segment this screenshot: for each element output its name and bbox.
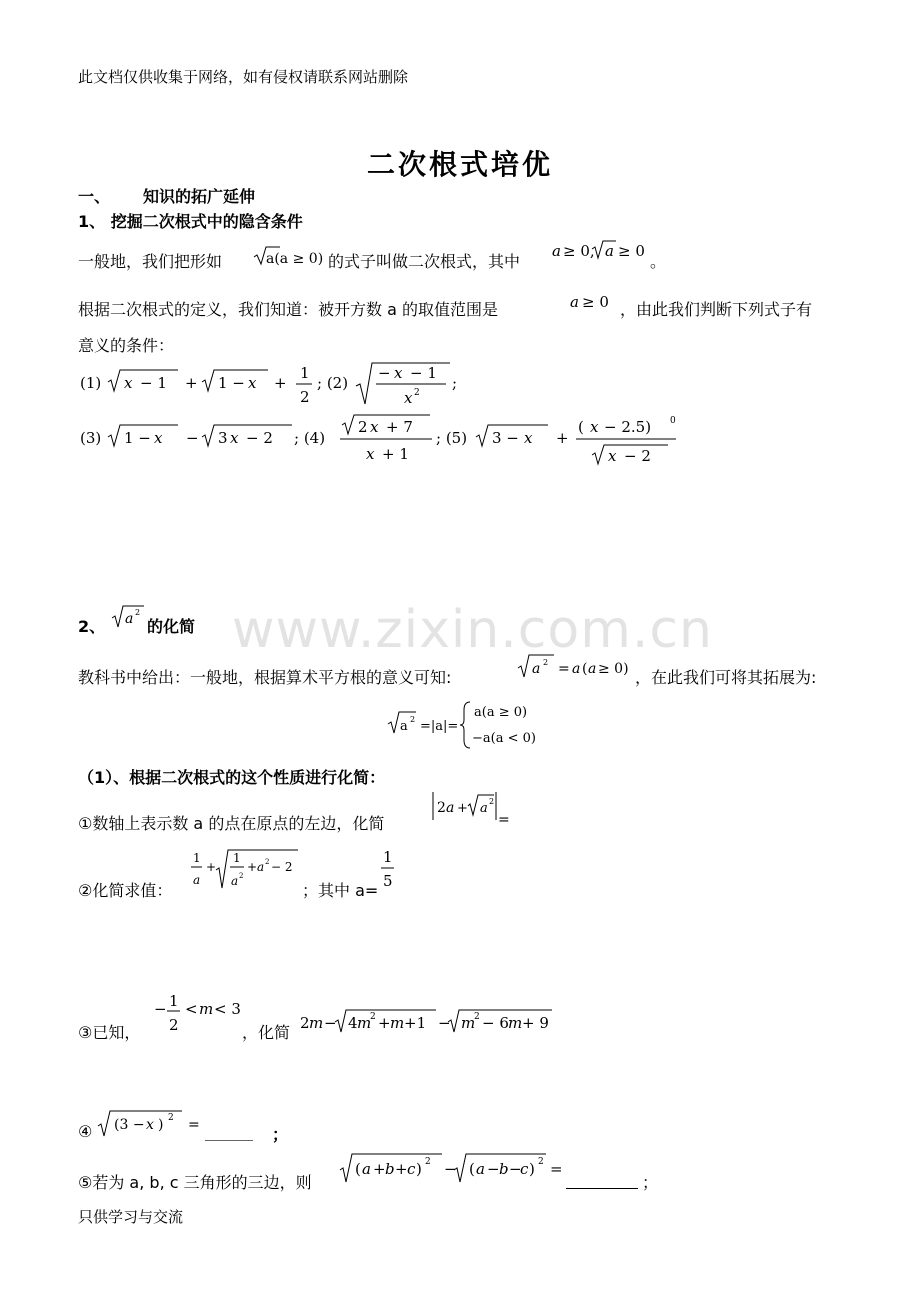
svg-text:< 3: < 3 [214,1000,241,1018]
exercise-line-1-2 [78,360,498,410]
svg-text:(: ( [582,661,588,677]
svg-text:2: 2 [358,418,368,436]
para1-end: 。 [650,252,667,271]
section1-heading: 知识的拓广延伸 [143,187,256,206]
svg-text:≥ 0: ≥ 0 [618,242,645,260]
question-1-text: ①数轴上表示数 a 的点在原点的左边，化简 [78,814,385,833]
para1-text-b: 的式子叫做二次根式，其中 [328,252,521,271]
page-footer: 只供学习与交流 [78,1208,184,1226]
para2-text-b: ，由此我们判断下列式子有 [620,300,813,319]
svg-text:): ) [158,1117,164,1133]
svg-text:a: a [125,611,134,627]
svg-text:1: 1 [169,992,179,1010]
svg-text:; (2): ; (2) [317,374,349,392]
svg-text:a: a [532,661,541,677]
svg-text:b: b [499,1160,509,1178]
svg-text:a: a [605,242,614,260]
page-header: 此文档仅供收集于网络，如有侵权请联系网站删除 [78,68,409,86]
svg-text:x: x [394,364,403,382]
svg-text:3 −: 3 − [492,429,519,447]
svg-text:): ) [529,1160,535,1178]
formula-q2-expression [188,848,300,892]
question-4-blank[interactable]: ______ [205,1122,253,1141]
svg-text:≥ 0,: ≥ 0, [563,242,595,260]
svg-text:a(a ≥ 0): a(a ≥ 0) [266,251,324,267]
svg-text:1 −: 1 − [124,429,151,447]
svg-text:1: 1 [233,851,241,865]
svg-text:=: = [558,661,570,677]
svg-text:5: 5 [383,872,393,890]
svg-text:0: 0 [670,416,676,426]
svg-text:(: ( [469,1160,475,1178]
svg-text:− 1: − 1 [410,364,437,382]
svg-text:a: a [446,800,455,816]
svg-text:+ 9: + 9 [522,1014,549,1032]
svg-text:a: a [552,242,561,260]
svg-text:−: − [186,429,199,447]
svg-text:1: 1 [383,848,393,866]
svg-text:;: ; [452,374,458,392]
formula-a-ge-0 [568,290,618,314]
svg-text:=|a|=: =|a|= [420,719,459,734]
svg-text:a: a [476,1160,485,1178]
svg-text:a: a [572,661,581,677]
svg-text:m: m [461,1014,476,1032]
question-4-end: ； [272,1125,289,1144]
svg-text:a: a [480,801,488,816]
svg-text:x: x [146,1117,154,1133]
svg-text:2: 2 [410,715,416,724]
svg-text:2: 2 [135,608,141,617]
question-3-tail: ，化简 [242,1023,291,1042]
question-2-text: ②化简求值： [78,881,173,900]
svg-text:− 2: − 2 [246,429,273,447]
section2-heading: 的化简 [147,617,196,636]
svg-text:(: ( [355,1160,361,1178]
svg-text:): ) [416,1160,422,1178]
svg-text:x: x [524,429,533,447]
svg-text:2: 2 [437,800,446,816]
svg-text:4: 4 [348,1014,358,1032]
svg-text:+1: +1 [404,1014,427,1032]
svg-text:≥ 0): ≥ 0) [598,661,629,677]
question-3-text: ③已知， [78,1023,141,1042]
svg-text:=: = [550,1160,563,1178]
svg-text:− 2.5): − 2.5) [604,418,652,436]
svg-text:− 1: − 1 [140,374,167,392]
svg-text:2: 2 [474,1012,480,1022]
section2-number: 2、 [78,617,106,636]
svg-text:x: x [370,418,379,436]
svg-text:(: ( [578,418,584,436]
formula-sqrt-a2-eq [516,651,634,681]
exercise-line-3-4-5 [78,413,698,469]
formula-sqrt-a [252,242,327,268]
svg-text:a: a [570,293,579,311]
svg-text:2: 2 [239,872,244,880]
para2-text-c: 意义的条件： [78,336,175,355]
svg-text:; (5): ; (5) [436,429,468,447]
svg-text:+: + [556,429,569,447]
svg-text:(3 −: (3 − [114,1117,145,1133]
svg-text:≥ 0: ≥ 0 [582,293,609,311]
watermark: www.zixin.com.cn [232,600,713,660]
svg-text:x: x [230,429,239,447]
question-5-end: ； [642,1173,659,1192]
svg-text:(3): (3) [80,429,102,447]
svg-text:m: m [390,1014,405,1032]
svg-text:a: a [400,719,408,734]
svg-text:x: x [366,445,375,463]
formula-sqrt-a-squared [110,602,146,630]
svg-text:a: a [362,1160,371,1178]
svg-text:+: + [206,860,217,874]
svg-text:a(a ≥ 0): a(a ≥ 0) [474,705,528,720]
svg-text:=: = [498,812,510,828]
svg-text:2: 2 [370,1012,376,1022]
svg-text:1: 1 [193,851,201,865]
svg-text:+ 7: + 7 [386,418,413,436]
document-title: 二次根式培优 [366,148,553,181]
svg-text:2: 2 [300,388,310,406]
svg-text:2: 2 [265,858,270,866]
svg-text:+: + [373,1160,386,1178]
formula-q3-expression [298,1004,558,1038]
section2-subheading-1: （1）、根据二次根式的这个性质进行化简： [78,768,386,787]
svg-text:c: c [407,1160,416,1178]
formula-q1-abs [430,790,512,828]
svg-text:b: b [385,1160,395,1178]
svg-text:+: + [247,860,258,874]
svg-text:− 6: − 6 [482,1014,509,1032]
svg-text:a: a [193,873,201,887]
svg-text:x: x [124,374,133,392]
svg-text:+: + [395,1160,408,1178]
svg-text:c: c [520,1160,529,1178]
svg-text:m: m [508,1014,523,1032]
svg-text:−: − [444,1160,457,1178]
svg-text:m: m [199,1000,214,1018]
svg-text:− 2: − 2 [624,447,651,465]
svg-text:−: − [324,1014,337,1032]
svg-text:(1): (1) [80,374,102,392]
svg-text:−: − [154,1000,167,1018]
svg-text:x: x [608,447,617,465]
svg-text:2: 2 [169,1016,179,1034]
svg-text:−: − [487,1160,500,1178]
svg-text:a: a [588,661,597,677]
svg-text:− 2: − 2 [271,860,293,874]
question-4-number: ④ [78,1122,93,1141]
svg-text:+: + [185,374,198,392]
section2-para-b: ，在此我们可将其拓展为: [635,668,817,687]
section2-para-a: 教科书中给出：一般地，根据算术平方根的意义可知: [78,668,452,687]
svg-text:2: 2 [300,1014,310,1032]
svg-text:x: x [404,389,413,407]
svg-text:; (4): ; (4) [294,429,326,447]
svg-text:1: 1 [300,364,310,382]
formula-q2-value [380,846,398,892]
svg-text:m: m [309,1014,324,1032]
formula-q4-expression [96,1106,202,1140]
formula-q5-expression [338,1150,568,1186]
svg-text:1 −: 1 − [218,374,245,392]
svg-text:2: 2 [168,1113,174,1123]
question-5-answer-blank[interactable] [566,1172,638,1191]
svg-text:+: + [378,1014,391,1032]
svg-text:+: + [457,801,468,816]
svg-text:x: x [590,418,599,436]
svg-text:m: m [357,1014,372,1032]
formula-piecewise-abs [386,698,546,752]
svg-text:=: = [188,1117,200,1133]
svg-text:−a(a < 0): −a(a < 0) [472,731,536,746]
svg-text:<: < [185,1000,198,1018]
svg-text:+ 1: + 1 [382,445,409,463]
para1-text-a: 一般地，我们把形如 [78,252,223,271]
svg-text:a: a [257,860,265,874]
svg-text:x: x [248,374,257,392]
question-5-text: ⑤若为 a, b, c 三角形的三边，则 [78,1173,312,1192]
formula-q3-range [152,992,242,1038]
svg-text:a: a [231,874,239,888]
svg-text:2: 2 [538,1157,544,1167]
svg-text:2: 2 [543,658,549,667]
svg-text:3: 3 [218,429,228,447]
svg-text:2: 2 [425,1157,431,1167]
para2-text-a: 根据二次根式的定义，我们知道：被开方数 a 的取值范围是 [78,300,498,319]
section1-subheading: 1、 挖掘二次根式中的隐含条件 [78,212,303,231]
svg-text:+: + [274,374,287,392]
svg-text:2: 2 [414,388,420,398]
svg-text:x: x [154,429,163,447]
question-2-tail: ；其中 a= [302,881,379,900]
svg-text:−: − [509,1160,522,1178]
section1-number: 一、 [78,187,111,206]
svg-text:2: 2 [489,797,495,806]
svg-text:−: − [438,1014,451,1032]
formula-condition [550,238,650,264]
svg-text:−: − [378,364,391,382]
